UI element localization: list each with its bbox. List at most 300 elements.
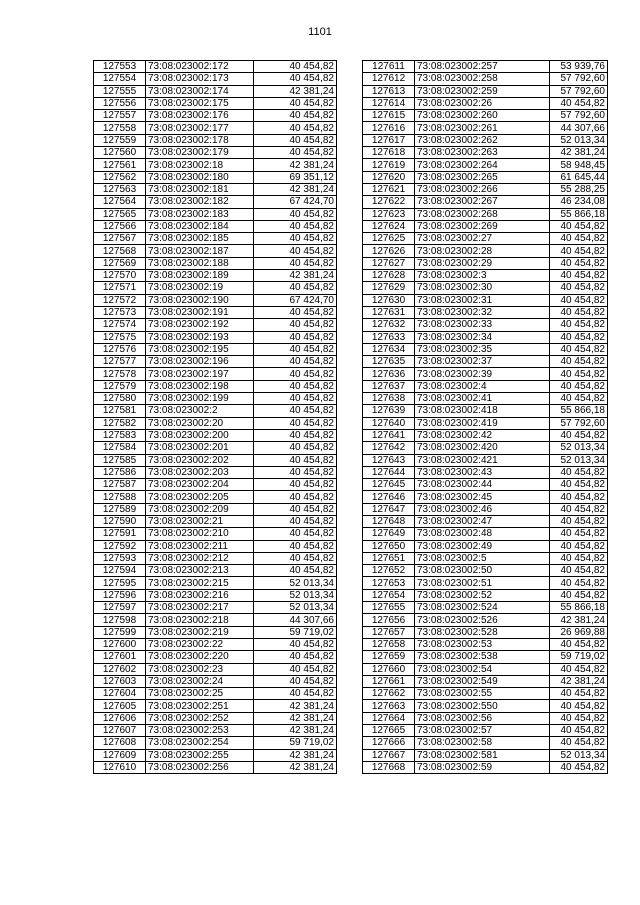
table-row — [94, 110, 337, 122]
cadastral-number-cell: 73:08:023002:3 — [415, 270, 550, 282]
value-cell: 40 454,82 — [550, 257, 608, 269]
cadastral-number-cell: 73:08:023002:2 — [146, 405, 254, 417]
table-row — [94, 134, 337, 146]
row-number-cell: 127623 — [363, 208, 415, 220]
cadastral-number-cell: 73:08:023002:193 — [146, 331, 254, 343]
row-number-cell: 127616 — [363, 122, 415, 134]
row-number-cell: 127595 — [94, 577, 146, 589]
value-cell: 40 454,82 — [550, 270, 608, 282]
row-number-cell: 127664 — [363, 712, 415, 724]
row-number-cell: 127657 — [363, 626, 415, 638]
cadastral-number-cell: 73:08:023002:202 — [146, 454, 254, 466]
table-row — [363, 528, 608, 540]
value-cell: 40 454,82 — [550, 712, 608, 724]
value-cell: 55 866,18 — [550, 405, 608, 417]
cadastral-number-cell: 73:08:023002:549 — [415, 675, 550, 687]
value-cell: 40 454,82 — [550, 725, 608, 737]
row-number-cell: 127588 — [94, 491, 146, 503]
cadastral-number-cell: 73:08:023002:212 — [146, 552, 254, 564]
table-row — [94, 552, 337, 564]
cadastral-number-cell: 73:08:023002:217 — [146, 602, 254, 614]
value-cell: 40 454,82 — [254, 638, 337, 650]
row-number-cell: 127579 — [94, 380, 146, 392]
cadastral-number-cell: 73:08:023002:31 — [415, 294, 550, 306]
row-number-cell: 127590 — [94, 515, 146, 527]
row-number-cell: 127615 — [363, 110, 415, 122]
value-cell: 40 454,82 — [254, 380, 337, 392]
cadastral-number-cell: 73:08:023002:191 — [146, 306, 254, 318]
table-row — [363, 171, 608, 183]
row-number-cell: 127666 — [363, 737, 415, 749]
row-number-cell: 127580 — [94, 393, 146, 405]
cadastral-number-cell: 73:08:023002:205 — [146, 491, 254, 503]
row-number-cell: 127634 — [363, 343, 415, 355]
cadastral-number-cell: 73:08:023002:550 — [415, 700, 550, 712]
table-row — [363, 319, 608, 331]
cadastral-number-cell: 73:08:023002:27 — [415, 233, 550, 245]
table-row — [94, 540, 337, 552]
table-row — [363, 454, 608, 466]
table-row — [94, 220, 337, 232]
value-cell: 67 424,70 — [254, 196, 337, 208]
cadastral-number-cell: 73:08:023002:526 — [415, 614, 550, 626]
value-cell: 40 454,82 — [550, 540, 608, 552]
row-number-cell: 127630 — [363, 294, 415, 306]
table-row — [363, 331, 608, 343]
value-cell: 42 381,24 — [550, 675, 608, 687]
cadastral-number-cell: 73:08:023002:22 — [146, 638, 254, 650]
table-row — [94, 319, 337, 331]
row-number-cell: 127645 — [363, 479, 415, 491]
table-row — [363, 270, 608, 282]
cadastral-number-cell: 73:08:023002:253 — [146, 725, 254, 737]
value-cell: 52 013,34 — [550, 442, 608, 454]
cadastral-number-cell: 73:08:023002:35 — [415, 343, 550, 355]
table-row — [94, 565, 337, 577]
value-cell: 40 454,82 — [254, 515, 337, 527]
row-number-cell: 127602 — [94, 663, 146, 675]
row-number-cell: 127594 — [94, 565, 146, 577]
table-row — [363, 761, 608, 773]
table-row — [94, 147, 337, 159]
value-cell: 40 454,82 — [254, 122, 337, 134]
table-row — [94, 245, 337, 257]
cadastral-number-cell: 73:08:023002:43 — [415, 466, 550, 478]
cadastral-number-cell: 73:08:023002:421 — [415, 454, 550, 466]
value-cell: 69 351,12 — [254, 171, 337, 183]
table-row — [94, 233, 337, 245]
cadastral-number-cell: 73:08:023002:260 — [415, 110, 550, 122]
table-row — [94, 208, 337, 220]
row-number-cell: 127567 — [94, 233, 146, 245]
cadastral-number-cell: 73:08:023002:524 — [415, 602, 550, 614]
value-cell: 40 454,82 — [550, 306, 608, 318]
row-number-cell: 127596 — [94, 589, 146, 601]
cadastral-number-cell: 73:08:023002:196 — [146, 356, 254, 368]
cadastral-number-cell: 73:08:023002:183 — [146, 208, 254, 220]
value-cell: 40 454,82 — [254, 442, 337, 454]
cadastral-number-cell: 73:08:023002:59 — [415, 761, 550, 773]
row-number-cell: 127653 — [363, 577, 415, 589]
row-number-cell: 127613 — [363, 85, 415, 97]
table-row — [363, 552, 608, 564]
row-number-cell: 127636 — [363, 368, 415, 380]
row-number-cell: 127663 — [363, 700, 415, 712]
row-number-cell: 127600 — [94, 638, 146, 650]
table-row — [94, 663, 337, 675]
value-cell: 67 424,70 — [254, 294, 337, 306]
cadastral-number-cell: 73:08:023002:46 — [415, 503, 550, 515]
row-number-cell: 127584 — [94, 442, 146, 454]
row-number-cell: 127577 — [94, 356, 146, 368]
cadastral-number-cell: 73:08:023002:220 — [146, 651, 254, 663]
table-row — [363, 405, 608, 417]
table-row — [363, 294, 608, 306]
cadastral-number-cell: 73:08:023002:178 — [146, 134, 254, 146]
table-row — [94, 626, 337, 638]
row-number-cell: 127576 — [94, 343, 146, 355]
row-number-cell: 127649 — [363, 528, 415, 540]
row-number-cell: 127635 — [363, 356, 415, 368]
table-row — [363, 343, 608, 355]
value-cell: 42 381,24 — [254, 761, 337, 773]
cadastral-number-cell: 73:08:023002:172 — [146, 61, 254, 73]
cadastral-number-cell: 73:08:023002:216 — [146, 589, 254, 601]
row-number-cell: 127578 — [94, 368, 146, 380]
cadastral-number-cell: 73:08:023002:26 — [415, 97, 550, 109]
value-cell: 42 381,24 — [254, 270, 337, 282]
value-cell: 40 454,82 — [550, 294, 608, 306]
table-row — [363, 503, 608, 515]
value-cell: 57 792,60 — [550, 85, 608, 97]
cadastral-number-cell: 73:08:023002:49 — [415, 540, 550, 552]
value-cell: 40 454,82 — [254, 208, 337, 220]
row-number-cell: 127591 — [94, 528, 146, 540]
value-cell: 52 013,34 — [550, 134, 608, 146]
value-cell: 40 454,82 — [254, 651, 337, 663]
value-cell: 40 454,82 — [550, 638, 608, 650]
row-number-cell: 127665 — [363, 725, 415, 737]
cadastral-number-cell: 73:08:023002:267 — [415, 196, 550, 208]
table-row — [363, 196, 608, 208]
value-cell: 40 454,82 — [254, 220, 337, 232]
row-number-cell: 127573 — [94, 306, 146, 318]
value-cell: 40 454,82 — [254, 491, 337, 503]
cadastral-number-cell: 73:08:023002:184 — [146, 220, 254, 232]
table-row — [363, 602, 608, 614]
cadastral-number-cell: 73:08:023002:174 — [146, 85, 254, 97]
cadastral-number-cell: 73:08:023002:25 — [146, 688, 254, 700]
row-number-cell: 127562 — [94, 171, 146, 183]
table-row — [363, 479, 608, 491]
row-number-cell: 127644 — [363, 466, 415, 478]
row-number-cell: 127668 — [363, 761, 415, 773]
value-cell: 52 013,34 — [254, 577, 337, 589]
row-number-cell: 127604 — [94, 688, 146, 700]
table-row — [363, 651, 608, 663]
row-number-cell: 127568 — [94, 245, 146, 257]
row-number-cell: 127554 — [94, 73, 146, 85]
cadastral-number-cell: 73:08:023002:24 — [146, 675, 254, 687]
cadastral-number-cell: 73:08:023002:203 — [146, 466, 254, 478]
cadastral-number-cell: 73:08:023002:19 — [146, 282, 254, 294]
table-row — [363, 675, 608, 687]
value-cell: 40 454,82 — [254, 343, 337, 355]
table-row — [94, 183, 337, 195]
cadastral-number-cell: 73:08:023002:173 — [146, 73, 254, 85]
value-cell: 40 454,82 — [254, 528, 337, 540]
table-row — [94, 159, 337, 171]
cadastral-number-cell: 73:08:023002:176 — [146, 110, 254, 122]
cadastral-number-cell: 73:08:023002:4 — [415, 380, 550, 392]
value-cell: 55 866,18 — [550, 602, 608, 614]
table-row — [363, 565, 608, 577]
value-cell: 40 454,82 — [550, 343, 608, 355]
row-number-cell: 127648 — [363, 515, 415, 527]
table-row — [94, 515, 337, 527]
row-number-cell: 127661 — [363, 675, 415, 687]
cadastral-number-cell: 73:08:023002:32 — [415, 306, 550, 318]
table-row — [363, 122, 608, 134]
table-row — [94, 85, 337, 97]
row-number-cell: 127618 — [363, 147, 415, 159]
cadastral-number-cell: 73:08:023002:418 — [415, 405, 550, 417]
value-cell: 40 454,82 — [550, 220, 608, 232]
cadastral-number-cell: 73:08:023002:201 — [146, 442, 254, 454]
table-row — [94, 73, 337, 85]
row-number-cell: 127660 — [363, 663, 415, 675]
table-row — [363, 134, 608, 146]
value-cell: 40 454,82 — [550, 393, 608, 405]
table-row — [94, 725, 337, 737]
register-table-left — [93, 60, 337, 774]
row-number-cell: 127639 — [363, 405, 415, 417]
table-row — [363, 442, 608, 454]
table-row — [363, 208, 608, 220]
table-row — [94, 466, 337, 478]
table-row — [363, 466, 608, 478]
value-cell: 40 454,82 — [254, 663, 337, 675]
cadastral-number-cell: 73:08:023002:175 — [146, 97, 254, 109]
cadastral-number-cell: 73:08:023002:34 — [415, 331, 550, 343]
cadastral-number-cell: 73:08:023002:268 — [415, 208, 550, 220]
cadastral-number-cell: 73:08:023002:20 — [146, 417, 254, 429]
table-row — [94, 306, 337, 318]
value-cell: 40 454,82 — [550, 479, 608, 491]
row-number-cell: 127553 — [94, 61, 146, 73]
cadastral-number-cell: 73:08:023002:5 — [415, 552, 550, 564]
row-number-cell: 127614 — [363, 97, 415, 109]
table-row — [94, 294, 337, 306]
cadastral-number-cell: 73:08:023002:200 — [146, 429, 254, 441]
row-number-cell: 127617 — [363, 134, 415, 146]
row-number-cell: 127610 — [94, 761, 146, 773]
cadastral-number-cell: 73:08:023002:48 — [415, 528, 550, 540]
value-cell: 59 719,02 — [254, 737, 337, 749]
table-row — [94, 712, 337, 724]
cadastral-number-cell: 73:08:023002:197 — [146, 368, 254, 380]
value-cell: 40 454,82 — [550, 761, 608, 773]
page-number: 1101 — [308, 26, 332, 38]
value-cell: 40 454,82 — [254, 675, 337, 687]
row-number-cell: 127592 — [94, 540, 146, 552]
table-row — [363, 577, 608, 589]
row-number-cell: 127560 — [94, 147, 146, 159]
table-row — [363, 233, 608, 245]
cadastral-number-cell: 73:08:023002:28 — [415, 245, 550, 257]
table-row — [363, 368, 608, 380]
table-row — [94, 97, 337, 109]
cadastral-number-cell: 73:08:023002:180 — [146, 171, 254, 183]
row-number-cell: 127601 — [94, 651, 146, 663]
cadastral-number-cell: 73:08:023002:179 — [146, 147, 254, 159]
row-number-cell: 127564 — [94, 196, 146, 208]
cadastral-number-cell: 73:08:023002:219 — [146, 626, 254, 638]
value-cell: 42 381,24 — [254, 85, 337, 97]
table-row — [94, 343, 337, 355]
table-row — [94, 675, 337, 687]
table-row — [94, 380, 337, 392]
value-cell: 55 288,25 — [550, 183, 608, 195]
value-cell: 40 454,82 — [254, 503, 337, 515]
value-cell: 42 381,24 — [254, 159, 337, 171]
value-cell: 42 381,24 — [254, 183, 337, 195]
cadastral-number-cell: 73:08:023002:50 — [415, 565, 550, 577]
table-row — [363, 614, 608, 626]
cadastral-number-cell: 73:08:023002:538 — [415, 651, 550, 663]
table-row — [94, 196, 337, 208]
table-row — [94, 528, 337, 540]
row-number-cell: 127606 — [94, 712, 146, 724]
table-row — [94, 368, 337, 380]
cadastral-number-cell: 73:08:023002:209 — [146, 503, 254, 515]
table-row — [94, 577, 337, 589]
cadastral-number-cell: 73:08:023002:41 — [415, 393, 550, 405]
cadastral-number-cell: 73:08:023002:198 — [146, 380, 254, 392]
cadastral-number-cell: 73:08:023002:419 — [415, 417, 550, 429]
value-cell: 40 454,82 — [550, 688, 608, 700]
value-cell: 40 454,82 — [550, 331, 608, 343]
cadastral-number-cell: 73:08:023002:262 — [415, 134, 550, 146]
row-number-cell: 127599 — [94, 626, 146, 638]
row-number-cell: 127654 — [363, 589, 415, 601]
row-number-cell: 127556 — [94, 97, 146, 109]
cadastral-number-cell: 73:08:023002:204 — [146, 479, 254, 491]
value-cell: 42 381,24 — [254, 700, 337, 712]
table-row — [363, 110, 608, 122]
row-number-cell: 127587 — [94, 479, 146, 491]
value-cell: 40 454,82 — [254, 356, 337, 368]
row-number-cell: 127625 — [363, 233, 415, 245]
row-number-cell: 127656 — [363, 614, 415, 626]
cadastral-number-cell: 73:08:023002:261 — [415, 122, 550, 134]
row-number-cell: 127565 — [94, 208, 146, 220]
row-number-cell: 127581 — [94, 405, 146, 417]
value-cell: 46 234,08 — [550, 196, 608, 208]
table-row — [363, 85, 608, 97]
table-row — [94, 356, 337, 368]
value-cell: 52 013,34 — [550, 749, 608, 761]
row-number-cell: 127632 — [363, 319, 415, 331]
cadastral-number-cell: 73:08:023002:30 — [415, 282, 550, 294]
cadastral-number-cell: 73:08:023002:29 — [415, 257, 550, 269]
table-row — [363, 540, 608, 552]
table-row — [94, 688, 337, 700]
row-number-cell: 127611 — [363, 61, 415, 73]
row-number-cell: 127655 — [363, 602, 415, 614]
table-row — [363, 183, 608, 195]
cadastral-number-cell: 73:08:023002:187 — [146, 245, 254, 257]
table-row — [94, 602, 337, 614]
cadastral-number-cell: 73:08:023002:251 — [146, 700, 254, 712]
value-cell: 57 792,60 — [550, 73, 608, 85]
value-cell: 40 454,82 — [550, 466, 608, 478]
table-row — [363, 429, 608, 441]
table-row — [94, 503, 337, 515]
row-number-cell: 127620 — [363, 171, 415, 183]
value-cell: 59 719,02 — [550, 651, 608, 663]
table-row — [94, 257, 337, 269]
table-row — [94, 589, 337, 601]
table-row — [94, 454, 337, 466]
row-number-cell: 127667 — [363, 749, 415, 761]
value-cell: 40 454,82 — [550, 233, 608, 245]
cadastral-number-cell: 73:08:023002:195 — [146, 343, 254, 355]
row-number-cell: 127646 — [363, 491, 415, 503]
cadastral-number-cell: 73:08:023002:420 — [415, 442, 550, 454]
register-table-left-body — [94, 61, 337, 774]
row-number-cell: 127650 — [363, 540, 415, 552]
value-cell: 40 454,82 — [254, 540, 337, 552]
value-cell: 40 454,82 — [254, 417, 337, 429]
table-row — [363, 626, 608, 638]
value-cell: 42 381,24 — [550, 614, 608, 626]
table-row — [363, 515, 608, 527]
value-cell: 52 013,34 — [254, 602, 337, 614]
cadastral-number-cell: 73:08:023002:581 — [415, 749, 550, 761]
row-number-cell: 127574 — [94, 319, 146, 331]
table-row — [363, 245, 608, 257]
value-cell: 40 454,82 — [550, 515, 608, 527]
value-cell: 40 454,82 — [550, 700, 608, 712]
value-cell: 40 454,82 — [254, 405, 337, 417]
value-cell: 40 454,82 — [550, 282, 608, 294]
value-cell: 42 381,24 — [254, 712, 337, 724]
value-cell: 59 719,02 — [254, 626, 337, 638]
cadastral-number-cell: 73:08:023002:188 — [146, 257, 254, 269]
table-row — [363, 589, 608, 601]
row-number-cell: 127593 — [94, 552, 146, 564]
value-cell: 40 454,82 — [254, 245, 337, 257]
table-row — [363, 491, 608, 503]
cadastral-number-cell: 73:08:023002:185 — [146, 233, 254, 245]
cadastral-number-cell: 73:08:023002:37 — [415, 356, 550, 368]
cadastral-number-cell: 73:08:023002:218 — [146, 614, 254, 626]
row-number-cell: 127647 — [363, 503, 415, 515]
value-cell: 40 454,82 — [550, 245, 608, 257]
table-row — [94, 491, 337, 503]
row-number-cell: 127582 — [94, 417, 146, 429]
cadastral-number-cell: 73:08:023002:528 — [415, 626, 550, 638]
value-cell: 26 969,88 — [550, 626, 608, 638]
value-cell: 40 454,82 — [254, 61, 337, 73]
table-row — [363, 712, 608, 724]
cadastral-number-cell: 73:08:023002:57 — [415, 725, 550, 737]
table-row — [363, 257, 608, 269]
table-row — [94, 282, 337, 294]
value-cell: 40 454,82 — [254, 147, 337, 159]
table-row — [363, 380, 608, 392]
